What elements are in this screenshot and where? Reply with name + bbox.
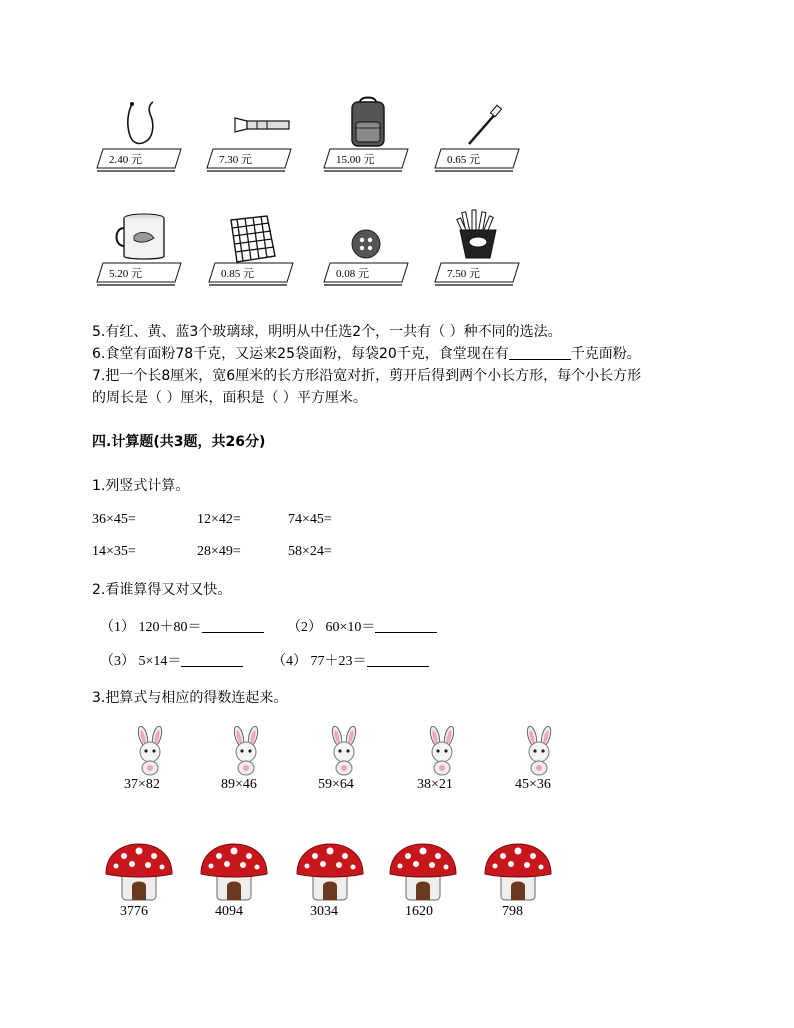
answer-blank[interactable] xyxy=(181,652,243,667)
expression: 74×45= xyxy=(288,512,332,527)
flashlight-icon xyxy=(233,114,293,136)
section-title: 四.计算题(共3题，共26分) xyxy=(92,434,266,450)
question-7-line2: 的周长是（ ）厘米，面积是（ ）平方厘米。 xyxy=(92,390,367,406)
mushroom-house-card[interactable] xyxy=(295,842,365,902)
price-label: 15.00 元 xyxy=(336,154,375,166)
sewing-button-icon xyxy=(350,228,382,260)
price-tag xyxy=(95,262,185,284)
price-tag xyxy=(207,262,297,284)
question-7-line1: 7.把一个长8厘米，宽6厘米的长方形沿宽对折，剪开后得到两个小长方形，每个小长方形 xyxy=(92,368,642,384)
mushroom-house-card[interactable] xyxy=(388,842,458,902)
mug-item xyxy=(100,212,190,267)
price-tag xyxy=(433,262,523,284)
question-6-text-b: 千克面粉。 xyxy=(570,346,641,362)
bunny-expression: 89×46 xyxy=(221,777,257,792)
expression: 58×24= xyxy=(288,544,332,559)
toothbrush-item xyxy=(435,100,525,150)
question-6-text-a: 6.食堂有面粉78千克，又运来25袋面粉，每袋20千克，食堂现在有 xyxy=(92,346,509,362)
price-tag xyxy=(322,262,412,284)
mushroom-house-card[interactable] xyxy=(104,842,174,902)
answer-blank[interactable] xyxy=(202,618,264,633)
quick-calc-expression: （1） 120＋80＝ xyxy=(100,620,202,635)
mushroom-house-icon xyxy=(483,842,553,902)
answer-blank[interactable] xyxy=(375,618,437,633)
expression: 36×45= xyxy=(92,512,136,527)
mushroom-house-card[interactable] xyxy=(199,842,269,902)
mug-icon xyxy=(114,212,170,262)
problem-1-title: 1.列竖式计算。 xyxy=(92,478,190,494)
bunny-card[interactable] xyxy=(130,726,170,776)
price-label: 7.30 元 xyxy=(219,154,252,166)
bunny-expression: 37×82 xyxy=(124,777,160,792)
price-label: 2.40 元 xyxy=(109,154,142,166)
quick-calc-expression: （4） 77＋23＝ xyxy=(272,654,367,669)
bunny-icon xyxy=(324,726,364,776)
handkerchief-icon xyxy=(227,214,279,264)
quick-calc-expression: （2） 60×10＝ xyxy=(287,620,376,635)
quick-calc-item xyxy=(100,652,243,672)
mushroom-result: 3034 xyxy=(310,904,338,919)
mushroom-house-icon xyxy=(388,842,458,902)
quick-calc-item xyxy=(287,618,437,638)
mushroom-house-icon xyxy=(104,842,174,902)
bunny-card[interactable] xyxy=(519,726,559,776)
mushroom-result: 3776 xyxy=(120,904,148,919)
expression: 14×35= xyxy=(92,544,136,559)
fries-item xyxy=(450,208,540,263)
price-label: 0.85 元 xyxy=(221,268,254,280)
backpack-icon xyxy=(348,96,388,148)
toothbrush-icon xyxy=(465,104,505,148)
quick-calc-item xyxy=(100,618,264,638)
price-tag xyxy=(205,148,295,170)
button-item xyxy=(330,220,420,265)
bunny-expression: 59×64 xyxy=(318,777,354,792)
expression: 12×42= xyxy=(197,512,241,527)
handkerchief-item xyxy=(215,212,305,267)
price-label: 0.65 元 xyxy=(447,154,480,166)
bunny-card[interactable] xyxy=(226,726,266,776)
mushroom-result: 4094 xyxy=(215,904,243,919)
backpack-item xyxy=(320,96,410,151)
mushroom-result: 798 xyxy=(502,904,523,919)
bunny-expression: 45×36 xyxy=(515,777,551,792)
quick-calc-item xyxy=(272,652,429,672)
mushroom-house-icon xyxy=(295,842,365,902)
price-tag xyxy=(95,148,185,170)
price-label: 5.20 元 xyxy=(109,268,142,280)
bunny-expression: 38×21 xyxy=(417,777,453,792)
expression: 28×49= xyxy=(197,544,241,559)
fries-icon xyxy=(456,208,500,260)
bunny-icon xyxy=(226,726,266,776)
mushroom-result: 1620 xyxy=(405,904,433,919)
flashlight-item xyxy=(205,100,295,150)
price-label: 7.50 元 xyxy=(447,268,480,280)
price-tag xyxy=(322,148,412,170)
bunny-icon xyxy=(422,726,462,776)
mushroom-house-card[interactable] xyxy=(483,842,553,902)
quick-calc-expression: （3） 5×14＝ xyxy=(100,654,182,669)
price-tag xyxy=(433,148,523,170)
question-5: 5.有红、黄、蓝3个玻璃球，明明从中任选2个，一共有（ ）种不同的选法。 xyxy=(92,324,562,340)
answer-blank[interactable] xyxy=(509,345,571,360)
necklace-cord-icon xyxy=(120,100,165,148)
mushroom-house-icon xyxy=(199,842,269,902)
bunny-icon xyxy=(130,726,170,776)
problem-3-title: 3.把算式与相应的得数连起来。 xyxy=(92,690,288,706)
price-label: 0.08 元 xyxy=(336,268,369,280)
bunny-card[interactable] xyxy=(422,726,462,776)
bunny-icon xyxy=(519,726,559,776)
question-6 xyxy=(92,344,641,364)
problem-2-title: 2.看谁算得又对又快。 xyxy=(92,582,232,598)
answer-blank[interactable] xyxy=(367,652,429,667)
bunny-card[interactable] xyxy=(324,726,364,776)
